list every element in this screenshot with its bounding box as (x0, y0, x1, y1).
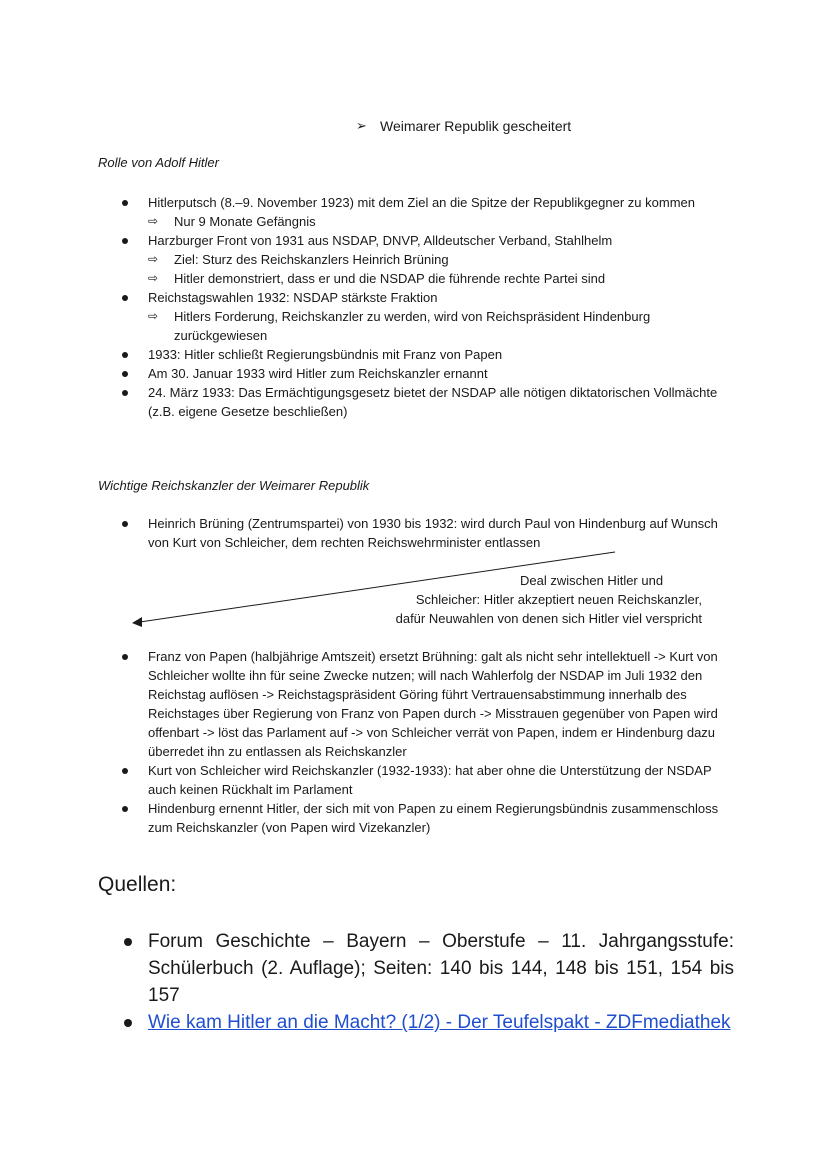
list-item-text: Heinrich Brüning (Zentrumspartei) von 1930 bis 1932: wird durch Paul von Hindenburg auf Wunsch von Kurt von Schleicher, dem rechten Reichswehrminister entlassen (148, 516, 718, 550)
list-item-text: Harzburger Front von 1931 aus NSDAP, DNVP, Alldeutscher Verband, Stahlhelm (148, 233, 613, 248)
outline-arrow-icon: ⇨ (148, 252, 159, 266)
list-item-text: Am 30. Januar 1933 wird Hitler zum Reichskanzler ernannt (148, 366, 488, 381)
sub-item-text: Hitlers Forderung, Reichskanzler zu werden, wird von Reichspräsident Hindenburg zurückgewiesen (174, 309, 651, 343)
list-item-text: Reichstagswahlen 1932: NSDAP stärkste Fraktion (148, 290, 438, 305)
chancellor-list (114, 647, 734, 837)
source-link-item (114, 1009, 734, 1036)
outline-arrow-icon: ⇨ (148, 214, 159, 228)
bullet-icon (124, 938, 132, 946)
bullet-icon (122, 654, 128, 660)
list-item-text: 1933: Hitler schließt Regierungsbündnis mit Franz von Papen (148, 347, 503, 362)
list-item-text: Hitlerputsch (8.–9. November 1923) mit dem Ziel an die Spitze der Republikgegner zu kommen (148, 195, 695, 210)
list-item (114, 647, 734, 761)
conclusion-text: Weimarer Republik gescheitert (380, 118, 572, 134)
source-book (114, 928, 734, 1009)
list-item (114, 799, 734, 837)
list-item (114, 761, 734, 799)
list-item-text: Kurt von Schleicher wird Reichskanzler (1932-1933): hat aber ohne die Unterstützung der NSDAP auch keinen Rückhalt im Parlament (148, 763, 712, 797)
section-heading-chancellors: Wichtige Reichskanzler der Weimarer Republik (98, 478, 370, 493)
deal-note-line-1: Deal zwischen Hitler und (520, 573, 664, 588)
list-item-text: Hindenburg ernennt Hitler, der sich mit von Papen zu einem Regierungsbündnis zusammenschloss zum Reichskanzler (von Papen wird Vizekanzler) (148, 801, 719, 835)
outline-arrow-icon: ⇨ (148, 309, 159, 323)
sources-list (114, 928, 734, 1036)
deal-note-line-3: dafür Neuwahlen von denen sich Hitler viel verspricht (395, 611, 702, 626)
sub-item-text: Nur 9 Monate Gefängnis (174, 214, 316, 229)
section-heading-hitler: Rolle von Adolf Hitler (98, 155, 219, 170)
deal-note-line-2: Schleicher: Hitler akzeptiert neuen Reichskanzler, (415, 592, 702, 607)
sub-item-text: Hitler demonstriert, dass er und die NSDAP die führende rechte Partei sind (174, 271, 606, 286)
sources-title: Quellen: (98, 873, 177, 896)
bullet-icon (122, 768, 128, 774)
bullet-icon (124, 1019, 132, 1027)
triangle-right-icon: ➢ (356, 118, 367, 133)
source-link[interactable]: Wie kam Hitler an die Macht? (1/2) - Der Teufelspakt - ZDFmediathek (148, 1012, 731, 1033)
bullet-icon (122, 806, 128, 812)
arrow-head-icon (132, 617, 142, 627)
outline-arrow-icon: ⇨ (148, 271, 159, 285)
source-book-text: Forum Geschichte – Bayern – Oberstufe – 11. Jahrgangsstufe: Schülerbuch (2. Auflage); Seiten: 140 bis 144, 148 bis 151, 154 bis 157 (148, 931, 734, 1006)
list-item-text: Franz von Papen (halbjährige Amtszeit) ersetzt Brühning: galt als nicht sehr intellektuell -> Kurt von Schleicher wollte ihn für seine Zwecke nutzen; will nach Wahlerfolg der NSDAP im Juli 1932 den Reichstag auflösen -> Reichstagspräsident Göring führt Vertrauensabstimmung innerhalb des Reichstages über Regierung von Franz von Papen durch -> Misstrauen gegenüber von Papen wird offenbart -> löst das Parlament auf -> von Schleicher verrät von Papen, indem er Hindenburg dazu überredet ihn zu entlassen als Reichskanzler (148, 649, 718, 759)
list-item-text: 24. März 1933: Das Ermächtigungsgesetz bietet der NSDAP alle nötigen diktatorischen Vollmächte (z.B. eigene Gesetze beschließen) (148, 385, 718, 419)
sub-item-text: Ziel: Sturz des Reichskanzlers Heinrich Brüning (174, 252, 449, 267)
